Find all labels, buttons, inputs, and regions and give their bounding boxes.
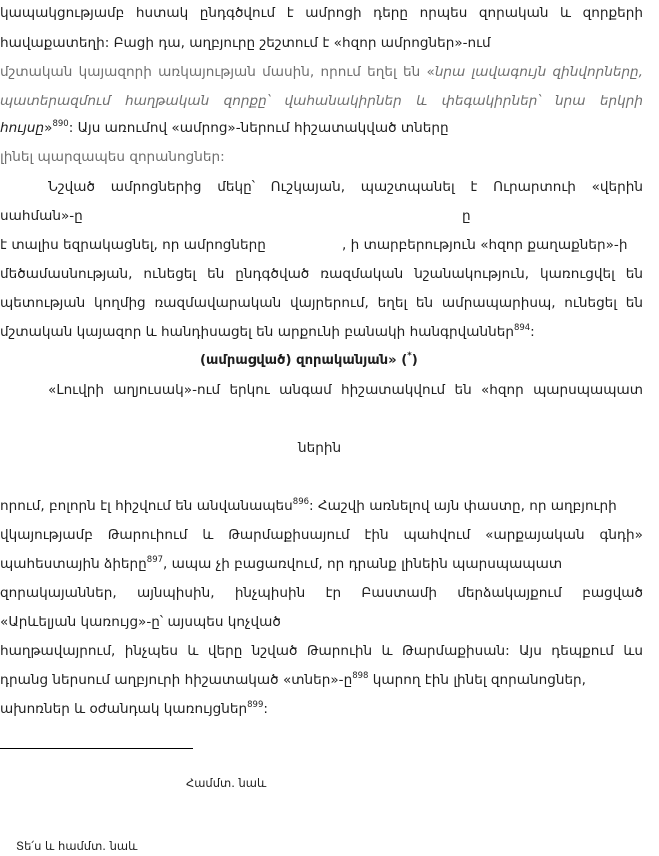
text: զորակայաններ, այնպիսին, ինչպիսին էր Բաստամի մերձակայքում բացված [0, 585, 643, 601]
text: : [530, 324, 535, 340]
footnote-1 [186, 773, 266, 793]
body-line-12 [0, 322, 643, 342]
body-line-20 [0, 670, 643, 690]
text: Նշված ամրոցներից մեկը՝ Ուշկայան, պաշտպանել է Ուրարտուի «վերին [48, 179, 643, 195]
footnote-ref[interactable]: 894 [513, 323, 531, 333]
text: : Այս առումով «ամրոց»-ներում հիշատակված տները [68, 120, 449, 136]
text: մեծամասնության, ունեցել են ընդգծված ռազմական նշանակություն, կառուցվել են [0, 266, 643, 282]
heading-text: ) [411, 353, 418, 368]
text: կարող էին լինել զորանոցներ, [368, 672, 586, 688]
asterisk-mark: * [407, 351, 412, 361]
footnote-ref[interactable]: 890 [52, 119, 69, 129]
text: «Արևելյան կառույց»-ը՝ այսպես կոչված [0, 614, 281, 630]
text: հավաքատեղի: Բացի դա, աղբյուրը շեշտում է «հզոր ամրոցներ»-ում [0, 35, 491, 51]
footnote-2 [16, 836, 137, 856]
body-line-16 [0, 554, 643, 574]
text: ը [462, 208, 471, 224]
text: լինել պարզապես զորանոցներ: [0, 149, 225, 165]
body-line-10 [0, 264, 643, 284]
footnote-ref[interactable]: 897 [146, 555, 164, 565]
section-heading [200, 351, 418, 371]
body-line-14 [0, 496, 643, 516]
text: դրանց ներսում աղբյուրի հիշատակած «տներ»-ը [0, 672, 353, 688]
body-line-11 [0, 293, 643, 313]
body-line-18 [0, 612, 643, 632]
text: կապակցությամբ հստակ ընդգծվում է ամրոցի դերը որպես զորական և զորքերի [0, 5, 643, 21]
footnote-text: Տե՛ս և համմտ. նաև [16, 839, 138, 853]
text: պետության կողմից ռազմավարական վայրերում, եղել են ամրապարիսպ, ունեցել են [0, 295, 643, 311]
text: մշտական կայազորի առկայության մասին, որում եղել են « [0, 64, 435, 80]
footnote-ref[interactable]: 899 [247, 700, 264, 710]
body-line-13 [48, 380, 643, 400]
text: հաղթավայրում, ինչպես և վերը նշված Թարուին և Թարմաքիսան: Այս դեպքում ևս [0, 643, 643, 659]
body-line-8 [0, 206, 643, 226]
text: , ի տարբերություն «հզոր քաղաքներ»-ի [342, 237, 628, 253]
text: : Հաշվի առնելով այն փաստը, որ աղբյուրի [309, 498, 617, 514]
quote-text: նրա լավագույն զինվորները, [434, 64, 643, 80]
footnote-separator [0, 748, 193, 749]
body-line-5 [0, 118, 643, 138]
text: է տալիս եզրակացնել, որ ամրոցները [0, 237, 266, 253]
body-line-2 [0, 33, 643, 53]
body-line-1 [0, 3, 643, 23]
text: ներին [298, 440, 342, 456]
body-line-21 [0, 699, 643, 719]
body-line-7 [48, 177, 643, 197]
text: , ապա չի բացառվում, որ դրանք լինեին պարսպապատ [163, 556, 563, 572]
text: որում, բոլորն էլ հիշվում են անվանապես [0, 498, 293, 514]
footnote-ref[interactable]: 898 [352, 671, 369, 681]
body-line-19 [0, 641, 643, 661]
quote-text: հույսը [0, 120, 45, 136]
text: » [44, 120, 53, 136]
heading-text: (ամրացված) զորականյան» ( [200, 353, 408, 368]
text: : [263, 701, 268, 717]
body-line-4 [0, 91, 643, 111]
text: վկայությամբ Թարուիում և Թարմաքիսայում էին պահվում «արքայական գնդի» [0, 527, 643, 543]
text: «Լուվրի աղյուսակ»-ում երկու անգամ հիշատակվում են «հզոր պարսպապատ [48, 382, 643, 398]
text: ախոռներ և օժանդակ կառույցներ [0, 701, 248, 717]
body-line-17 [0, 583, 643, 603]
body-line-9 [0, 235, 643, 255]
body-line-3 [0, 62, 643, 82]
body-line-6 [0, 147, 643, 167]
text: մշտական կայազոր և հանդիսացել են արքունի բանակի հանգրվաններ [0, 324, 514, 340]
text: սահման»-ը [0, 208, 83, 224]
quote-text: պատերազմում հաղթական զորքը՝ վահանակիրներ և փեգակիրներ՝ նրա երկրի [0, 93, 643, 109]
body-line-15 [0, 525, 643, 545]
footnote-text: Համմտ. նաև [186, 776, 267, 790]
centered-fragment [298, 438, 341, 458]
footnote-ref[interactable]: 896 [292, 497, 310, 507]
text: պահեստային ձիերը [0, 556, 147, 572]
